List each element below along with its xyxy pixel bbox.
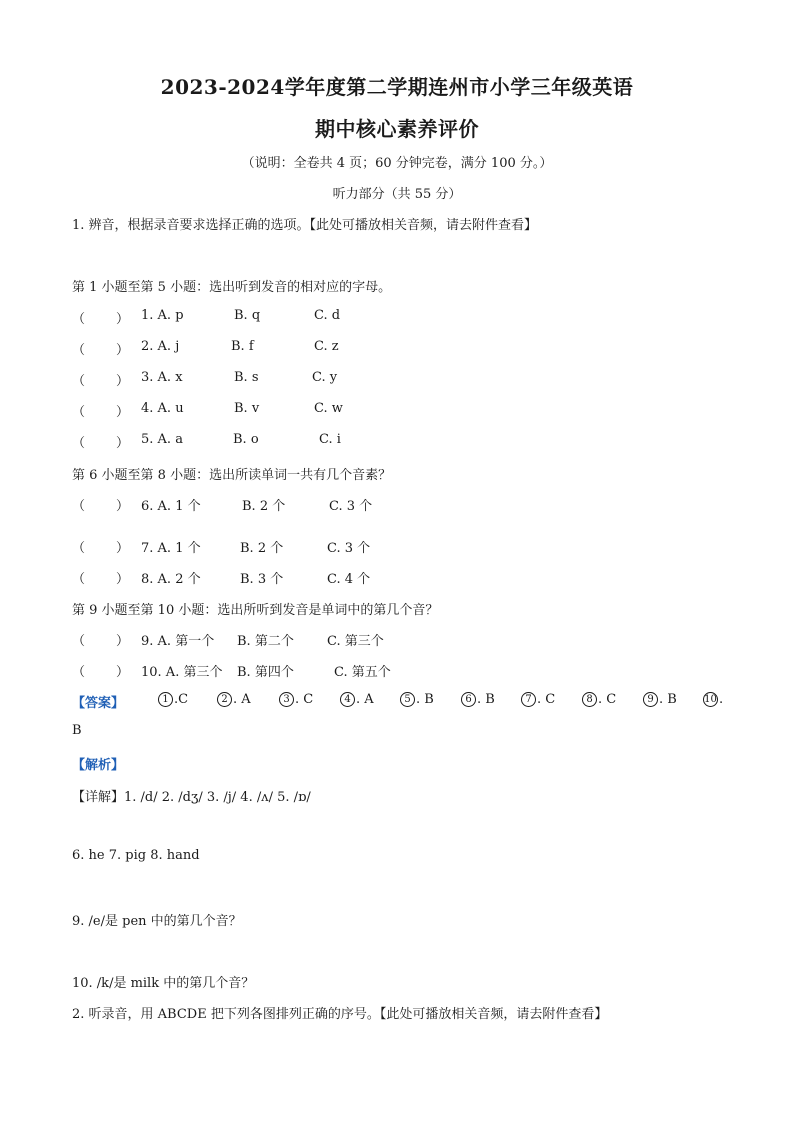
answer-tag: 【答案】 (72, 696, 125, 711)
page-title-line1: 2023-2024学年度第二学期连州市小学三年级英语 (160, 75, 634, 99)
item-option-b: B. s (234, 370, 259, 385)
circled-number: 3 (279, 692, 294, 707)
item-option-c: C. z (314, 339, 339, 354)
answer-paren-close: ） (116, 312, 130, 327)
answer-item (340, 692, 374, 707)
answer-item (461, 692, 495, 707)
item-option-b: B. 3 个 (240, 572, 284, 587)
answer-value: . C (295, 692, 314, 707)
answer-value: . (719, 692, 724, 707)
detail-line-9: 9. /e/是 pen 中的第几个音？ (72, 914, 242, 929)
answer-value: .C (174, 692, 189, 707)
answer-item (521, 692, 555, 707)
answer-item (158, 692, 188, 707)
answer-value: . C (537, 692, 556, 707)
answer-paren-close: ） (116, 541, 130, 556)
item-option-b: B. 2 个 (240, 541, 284, 556)
circled-number: 10 (704, 694, 717, 705)
answer-paren-close: ） (116, 436, 130, 451)
answer-paren-open: （ (72, 541, 86, 556)
answer-paren-open: （ (72, 436, 86, 451)
item-option-c: C. y (312, 370, 338, 385)
part2-instruction: 第 6 小题至第 8 小题：选出所读单词一共有几个音素？ (72, 468, 392, 483)
answer-paren-close: ） (116, 374, 130, 389)
part3-instruction: 第 9 小题至第 10 小题：选出所听到发音是单词中的第几个音？ (72, 603, 439, 618)
detail-line-10: 10. /k/是 milk 中的第几个音？ (72, 976, 255, 991)
question-1-heading: 1. 辨音，根据录音要求选择正确的选项。【此处可播放相关音频，请去附件查看】 (72, 218, 538, 233)
answer-value: . A (356, 692, 374, 707)
item-option-a: 9. A. 第一个 (141, 634, 215, 649)
detail-line: 1. /d/ 2. /dʒ/ 3. /j/ 4. /ʌ/ 5. /ɒ/ (124, 790, 311, 805)
item-option-c: C. 3 个 (327, 541, 371, 556)
answer-paren-open: （ (72, 634, 86, 649)
circled-number: 8 (582, 692, 597, 707)
answer-paren-close: ） (116, 405, 130, 420)
answer-item (703, 692, 723, 707)
page-title-line2: 期中核心素养评价 (315, 117, 479, 141)
circled-number: 6 (461, 692, 476, 707)
circled-number: 5 (400, 692, 415, 707)
detail-line-6-8: 6. he 7. pig 8. hand (72, 848, 200, 863)
item-option-c: C. 第三个 (327, 634, 384, 649)
answer-value: . A (233, 692, 251, 707)
answer-paren-open: （ (72, 374, 86, 389)
item-option-a: 2. A. j (141, 339, 180, 354)
answer-item (217, 692, 251, 707)
analysis-tag: 【解析】 (72, 758, 125, 773)
item-option-b: B. 第二个 (237, 634, 294, 649)
item-option-a: 6. A. 1 个 (141, 499, 201, 514)
item-option-c: C. w (314, 401, 343, 416)
detail-tag: 【详解】 (72, 790, 125, 805)
item-option-c: C. 3 个 (329, 499, 373, 514)
item-option-a: 5. A. a (141, 432, 183, 447)
detail-row (72, 786, 311, 805)
answer-paren-open: （ (72, 312, 86, 327)
answer-paren-close: ） (116, 665, 130, 680)
answer-item (643, 692, 677, 707)
answer-value: . C (598, 692, 617, 707)
item-option-a: 10. A. 第三个 (141, 665, 223, 680)
item-option-a: 8. A. 2 个 (141, 572, 201, 587)
answer-paren-open: （ (72, 343, 86, 358)
circled-number: 4 (340, 692, 355, 707)
answer-paren-open: （ (72, 572, 86, 587)
answer-item (400, 692, 434, 707)
answer-paren-open: （ (72, 499, 86, 514)
exam-note: （说明：全卷共 4 页；60 分钟完卷，满分 100 分。） (241, 156, 553, 171)
circled-number: 9 (643, 692, 658, 707)
item-option-c: C. 第五个 (334, 665, 391, 680)
item-option-a: 3. A. x (141, 370, 183, 385)
item-option-a: 4. A. u (141, 401, 184, 416)
answer-value: . B (416, 692, 434, 707)
item-option-c: C. 4 个 (327, 572, 371, 587)
item-option-c: C. d (314, 308, 341, 323)
answer-paren-close: ） (116, 499, 130, 514)
circled-number: 2 (217, 692, 232, 707)
answer-paren-close: ） (116, 634, 130, 649)
item-option-a: 1. A. p (141, 308, 184, 323)
answer-paren-close: ） (116, 572, 130, 587)
answer-value: . B (477, 692, 495, 707)
item-option-b: B. o (233, 432, 259, 447)
item-option-b: B. 2 个 (242, 499, 286, 514)
answer-paren-close: ） (116, 343, 130, 358)
question-2-heading: 2. 听录音，用 ABCDE 把下列各图排列正确的序号。【此处可播放相关音频，请去附件查看】 (72, 1007, 608, 1022)
circled-number: 7 (521, 692, 536, 707)
answer-item (279, 692, 313, 707)
item-option-b: B. v (234, 401, 260, 416)
answer-overflow: B (72, 723, 82, 738)
part1-instruction: 第 1 小题至第 5 小题：选出听到发音的相对应的字母。 (72, 280, 392, 295)
item-option-c: C. i (319, 432, 341, 447)
answer-value: . B (659, 692, 677, 707)
answer-paren-open: （ (72, 405, 86, 420)
item-option-b: B. f (231, 339, 254, 354)
item-option-b: B. q (234, 308, 261, 323)
item-option-b: B. 第四个 (237, 665, 294, 680)
circled-number: 1 (158, 692, 173, 707)
item-option-a: 7. A. 1 个 (141, 541, 201, 556)
answer-paren-open: （ (72, 665, 86, 680)
section-heading: 听力部分（共 55 分） (332, 187, 462, 202)
answer-item (582, 692, 616, 707)
